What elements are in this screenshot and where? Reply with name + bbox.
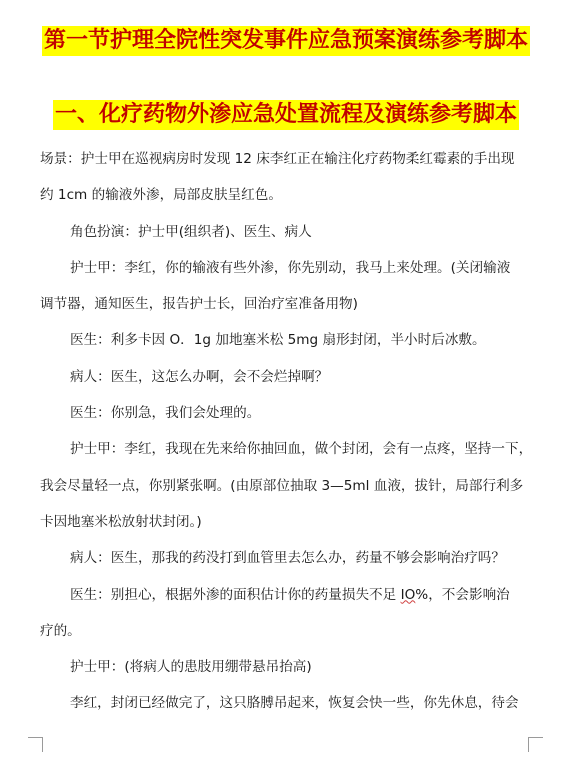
paragraph-line: 病人：医生，这怎么办啊，会不会烂掉啊？ xyxy=(70,368,329,385)
paragraph-line xyxy=(40,577,548,613)
line-text: %，不会影响治 xyxy=(415,586,510,603)
document-title: 第一节护理全院性突发事件应急预案演练参考脚本 xyxy=(42,26,530,56)
paragraph-line: 场景：护士甲在巡视病房时发现 12 床李红正在输注化疗药物柔红霉素的手出现 xyxy=(40,151,515,167)
section-title: 一、化疗药物外渗应急处置流程及演练参考脚本 xyxy=(53,100,519,130)
paragraph-line: 卡因地塞米松放射状封闭。) xyxy=(40,513,202,530)
section-title-row xyxy=(0,100,572,130)
paragraph-line: 李红，封闭已经做完了，这只胳膊吊起来，恢复会快一些，你先休息，待会 xyxy=(70,695,519,712)
paragraph-line: 病人：医生，那我的药没打到血管里去怎么办，药量不够会影响治疗吗？ xyxy=(70,550,505,567)
paragraph-line: 我会尽量轻一点，你别紧张啊。(由原部位抽取 3—5ml 血液，拔针，局部行利多 xyxy=(40,477,524,494)
paragraph-line: 护士甲：李红，我现在先来给你抽回血，做个封闭，会有一点疼，坚持一下， xyxy=(70,441,533,458)
title-row xyxy=(0,26,572,56)
spellcheck-underlined-text: IO xyxy=(400,586,416,603)
paragraph-line: 疗的。 xyxy=(40,622,81,639)
paragraph-line: 调节器，通知医生，报告护士长，回治疗室准备用物) xyxy=(40,296,358,313)
paragraph-line: 医生：利多卡因 O．1g 加地塞米松 5mg 扇形封闭，半小时后冰敷。 xyxy=(70,332,486,349)
paragraph-line: 角色扮演：护士甲(组织者)、医生、病人 xyxy=(70,223,312,240)
paragraph-line: 护士甲：(将病人的患肢用绷带悬吊抬高) xyxy=(70,659,312,676)
paragraph-line: 护士甲：李红，你的输液有些外渗，你先别动，我马上来处理。(关闭输液 xyxy=(70,259,511,276)
line-text: 医生：别担心，根据外渗的面积估计你的药量损失不足 xyxy=(70,586,401,603)
paragraph-line: 医生：你别急，我们会处理的。 xyxy=(70,405,261,422)
script-body xyxy=(40,141,548,722)
paragraph-line: 约 1cm 的输液外渗，局部皮肤呈红色。 xyxy=(40,187,282,204)
page-corner-mark-right xyxy=(528,737,543,752)
page-corner-mark-left xyxy=(28,737,43,752)
